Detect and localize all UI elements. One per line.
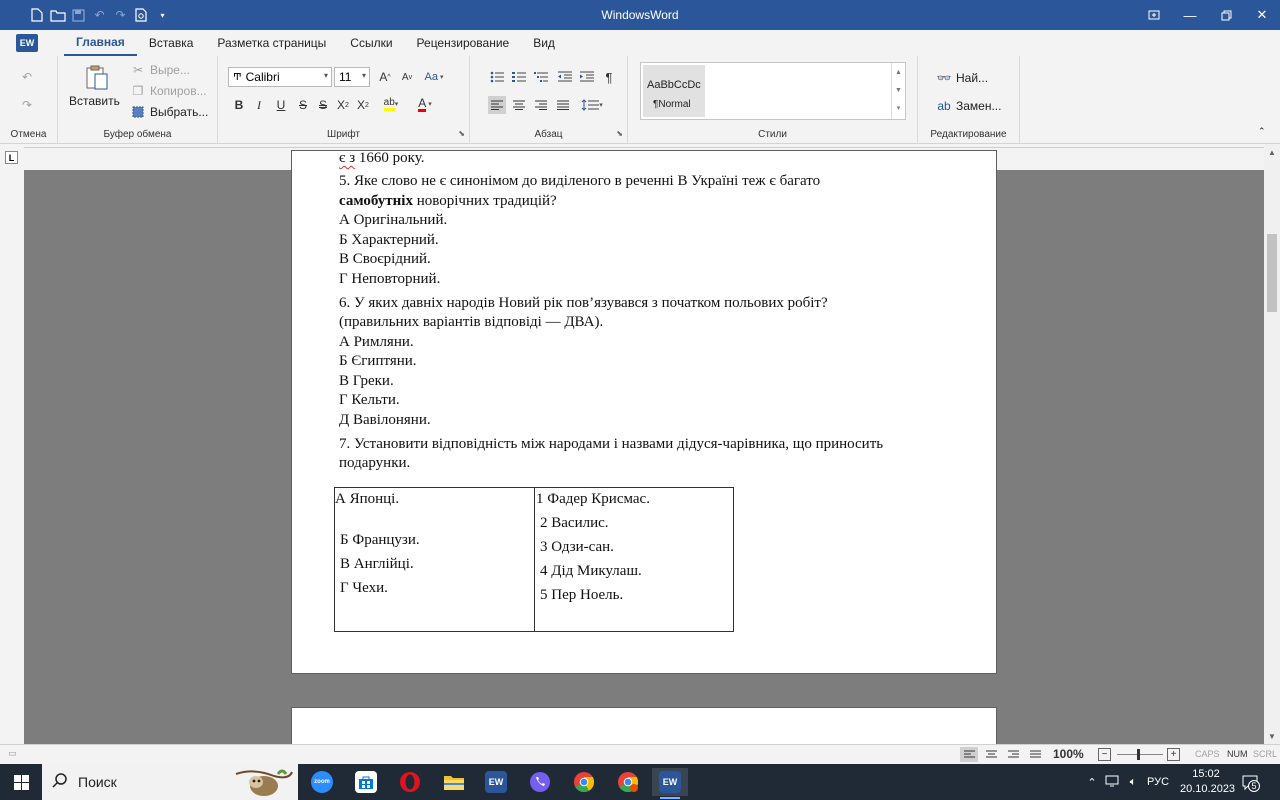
style-name: ¶Normal [653,99,691,110]
windows-word-taskbar-icon[interactable]: EW [478,768,514,796]
caps-lock-indicator: CAPS [1195,749,1220,759]
ribbon-redo-icon[interactable]: ↷ [22,98,33,112]
scroll-up-icon[interactable]: ▲ [1268,147,1276,157]
minimize-button[interactable]: — [1183,7,1197,23]
opera-icon[interactable] [392,768,428,796]
windows-word-active-icon[interactable]: EW [652,768,688,796]
copy-button[interactable] [130,83,207,99]
q6-option-c: В Греки. [339,373,394,389]
shrink-font-icon[interactable]: A v [401,71,413,83]
status-doc-icon: ▭ [8,748,17,758]
copy-icon: ❐ [132,84,144,98]
ribbon-tabs [0,30,1280,56]
zoom-app-icon[interactable]: zoom [304,768,340,796]
tab-references[interactable]: Ссылки [350,36,393,50]
status-bar [0,744,1280,764]
chrome-profile-icon[interactable] [610,768,646,796]
q6-line-2: (правильних варіантів відповіді — ДВА). [339,314,604,330]
font-color-icon[interactable]: A ▾ [418,95,432,110]
tab-home[interactable]: Главная [64,30,137,56]
maximize-button[interactable] [1208,0,1244,30]
document-area [24,150,1264,744]
clipboard-group-label: Буфер обмена [103,129,172,140]
q6-line-1: 6. У яких давніх народів Новий рік пов’язувався з початком польових робіт? [339,295,828,311]
font-group-label: Шрифт [327,129,360,140]
q5-option-d: Г Неповторний. [339,271,441,287]
replace-icon: ab [937,99,951,113]
zoom-in-button[interactable]: + [1167,748,1180,761]
styles-scroll [891,63,905,119]
select-button[interactable] [130,104,208,120]
editing-group-label: Редактирование [930,129,1007,140]
multilevel-list-icon[interactable] [532,68,550,86]
chrome-icon[interactable] [566,768,602,796]
paragraph-dialog-launcher-icon[interactable]: ⬊ [616,129,623,138]
cut-button[interactable] [130,62,190,78]
microsoft-store-icon[interactable] [348,768,384,796]
viber-icon[interactable] [522,768,558,796]
tab-insert[interactable]: Вставка [148,36,194,50]
styles-gallery [640,62,906,120]
align-left-icon[interactable] [488,96,506,114]
italic-icon[interactable]: I [257,97,261,112]
styles-group-label: Стили [758,129,787,140]
network-icon[interactable] [1102,775,1122,790]
zoom-level[interactable]: 100% [1053,747,1084,761]
sloth-search-highlight-icon [234,766,294,798]
change-case-label: Aa [424,71,438,83]
table-right-item: 5 Пер Ноель. [540,587,624,603]
ruler-divider [24,147,1264,148]
grow-font-icon[interactable]: A ^ [379,70,391,84]
zoom-slider-thumb[interactable] [1137,749,1140,760]
paragraph-group-label: Абзац [534,129,563,140]
font-dialog-launcher-icon[interactable]: ⬊ [458,129,465,138]
collapse-ribbon-icon[interactable]: ⌃ [1258,126,1266,136]
line-spacing-icon[interactable]: ▾ [578,96,606,114]
q5-rest: новорічних традицій? [412,193,557,209]
print-layout-view-icon[interactable] [960,747,978,762]
matching-table [334,487,734,632]
select-label: Выбрать... [150,105,209,119]
binoculars-icon: 👓 [936,71,952,85]
align-right-icon[interactable] [532,96,550,114]
windows-start-icon[interactable] [0,764,42,800]
taskbar-search-box[interactable] [42,764,298,800]
find-label: Най... [956,71,989,85]
language-indicator[interactable]: РУС [1146,776,1170,788]
replace-label: Замен... [956,99,1002,113]
table-right-item: 3 Одзи-сан. [540,539,614,555]
window-controls [1136,0,1280,30]
clock-date: 20.10.2023 [1180,783,1236,795]
q5-option-c: В Своєрідний. [339,251,431,267]
q5-bold-word: самобутніх [339,193,413,209]
increase-indent-icon[interactable] [578,68,596,86]
save-icon[interactable] [68,4,89,26]
notification-count: 5 [1248,780,1260,792]
document-page[interactable] [291,150,997,674]
chevron-down-icon: ▾ [323,71,328,80]
quick-access-toolbar [0,4,173,26]
chevron-down-icon[interactable]: ▼ [895,86,902,94]
strikethrough-icon[interactable]: S [298,98,307,112]
table-right-item: 1 Фадер Крисмас. [536,491,650,507]
paste-button[interactable]: Вставить [69,94,120,108]
taskbar-clock[interactable] [1180,767,1236,797]
q6-option-e: Д Вавілоняни. [339,412,431,428]
system-tray [1082,764,1172,800]
find-button[interactable] [936,70,988,86]
clipboard-group [58,56,218,144]
zoom-slider-track[interactable] [1117,754,1163,755]
font-group [218,56,470,144]
double-strikethrough-icon[interactable]: S [318,98,327,112]
bold-icon[interactable]: B [234,98,244,112]
num-lock-indicator: NUM [1227,749,1248,759]
q5-option-b: Б Характерний. [339,232,439,248]
superscript-icon[interactable]: X 2 [357,98,369,112]
q6-option-d: Г Кельти. [339,392,400,408]
q5-line-1: 5. Яке слово не є синонімом до виділеного в реченні В Україні теж є багато [339,173,821,189]
search-placeholder: Поиск [78,774,117,790]
window-title: WindowsWord [601,8,679,22]
table-left-item: В Англійці. [340,556,414,572]
open-folder-icon[interactable] [47,4,68,26]
zoom-out-button[interactable]: − [1098,748,1111,761]
style-sample-text: AaBbCcDc [647,79,701,91]
title-bar [0,0,1280,30]
ribbon-undo-icon[interactable]: ↶ [22,70,33,84]
search-icon [52,773,68,793]
font-family-select[interactable] [228,67,332,87]
tab-review[interactable]: Рецензирование [416,36,510,50]
file-explorer-icon[interactable] [436,768,472,796]
full-screen-view-icon[interactable] [982,747,1000,762]
undo-group [0,56,58,144]
cut-label: Выре... [150,63,190,77]
bullets-icon[interactable] [488,68,506,86]
table-column-divider [534,488,535,631]
active-indicator [660,797,680,799]
subscript-icon[interactable]: X 2 [337,98,349,112]
vertical-scrollbar[interactable] [1264,144,1280,744]
paste-icon[interactable] [84,64,110,92]
volume-icon[interactable]: 🔈︎ [1129,775,1137,788]
replace-button[interactable] [936,98,1001,114]
tab-view[interactable]: Вид [533,36,555,50]
outline-view-icon[interactable] [1026,747,1044,762]
chevron-down-icon: ▾ [361,71,366,80]
more-styles-icon[interactable]: ▾ [896,105,901,112]
underline-icon[interactable]: U [276,98,286,112]
copy-label: Копиров... [150,84,207,98]
tab-stop-selector[interactable]: L [5,151,18,164]
select-all-icon [130,104,146,120]
ribbon [0,56,1280,144]
paragraph-group [470,56,628,144]
align-center-icon[interactable] [510,96,528,114]
undo-icon[interactable]: ↶ [94,8,105,22]
table-right-item: 2 Василис. [540,515,609,531]
numbering-icon[interactable] [510,68,528,86]
editing-group [918,56,1020,144]
new-document-icon[interactable] [26,4,47,26]
q5-option-a: А Оригінальний. [339,212,448,228]
chevron-up-icon[interactable]: ▲ [895,68,902,76]
decrease-indent-icon[interactable] [556,68,574,86]
q6-option-b: Б Єгиптяни. [339,353,417,369]
customize-qat-icon[interactable]: ▾ [160,10,165,20]
tab-page-layout[interactable]: Разметка страницы [217,36,327,50]
q7-line-2: подарунки. [339,455,411,471]
chevron-up-icon[interactable]: ⌃ [1087,776,1097,789]
clock-time: 15:02 [1192,768,1220,780]
table-left-item: Г Чехи. [340,580,388,596]
scissors-icon: ✂ [132,63,144,77]
highlight-icon[interactable]: ab ▾ [378,95,404,113]
q6-option-a: А Римляни. [339,334,414,350]
font-type-icon: Ͳ [233,71,242,83]
taskbar [0,764,1280,800]
restore-window-icon[interactable] [1136,0,1172,30]
app-menu-button[interactable]: EW [16,34,38,52]
undo-group-label: Отмена [10,129,47,140]
table-right-item: 4 Дід Микулаш. [540,563,642,579]
justify-icon[interactable] [554,96,572,114]
font-size-value: 11 [339,70,352,84]
redo-icon[interactable]: ↷ [115,8,126,22]
table-left-item: А Японці. [335,491,400,507]
notifications-icon[interactable] [1240,772,1260,792]
show-formatting-icon[interactable]: ¶ [605,69,613,85]
print-preview-icon[interactable] [131,4,152,26]
scroll-down-icon[interactable]: ▼ [1268,731,1276,741]
web-layout-view-icon[interactable] [1004,747,1022,762]
q5-line-2 [339,192,557,211]
style-normal-tile[interactable] [643,65,705,117]
q7-line-1: 7. Установити відповідність між народами і назвами дідуся-чарівника, що приносить [339,436,884,452]
table-left-item: Б Французи. [340,532,420,548]
font-size-select[interactable] [334,67,370,87]
change-case-button[interactable]: Aa ▾ [424,71,444,83]
close-button[interactable]: ✕ [1256,7,1268,22]
scroll-thumb[interactable] [1267,234,1277,312]
font-family-value: Calibri [245,70,280,84]
scroll-lock-indicator: SCRL [1253,749,1278,759]
cut-off-line: є з 1660 року. [339,150,425,166]
